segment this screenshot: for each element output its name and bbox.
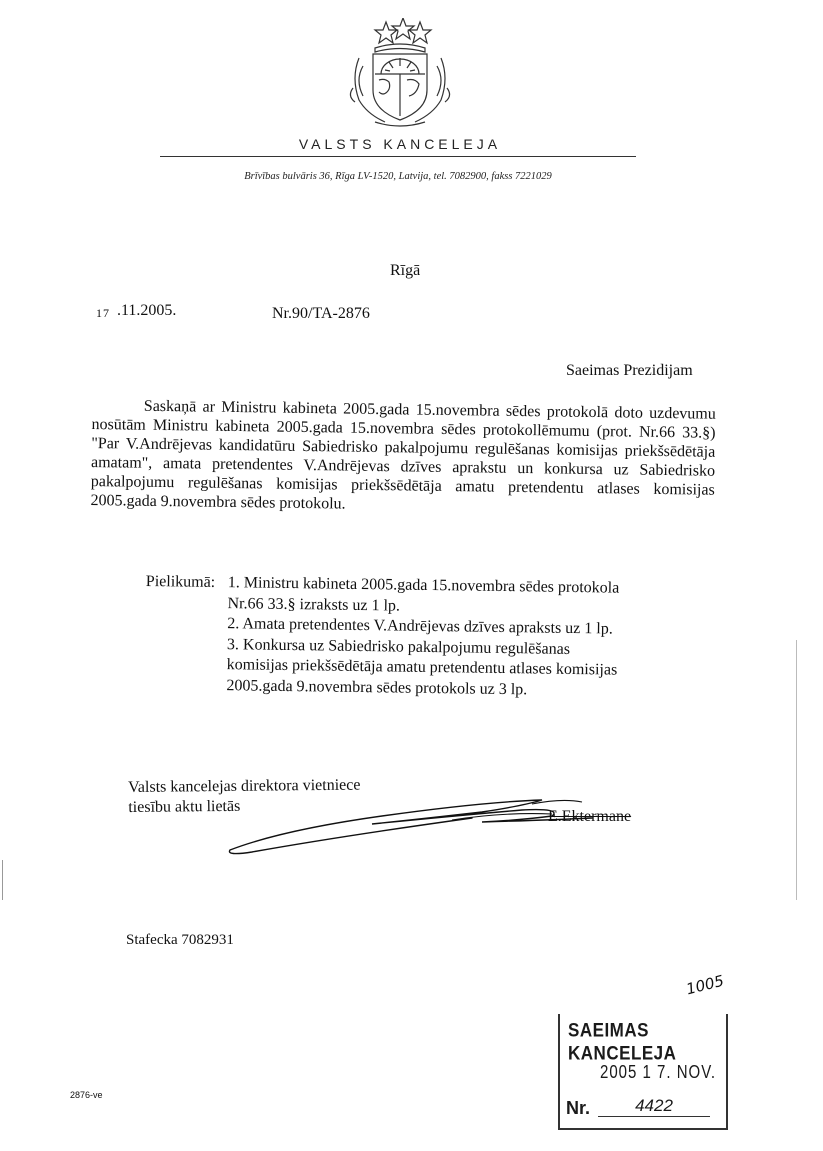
enclosure-line: 2005.gada 9.novembra sēdes protokols uz 3 lp. — [226, 676, 528, 698]
enclosures-list — [144, 572, 716, 703]
stamp-number-label: Nr. — [566, 1098, 591, 1118]
letter-date: .11.2005. — [117, 302, 177, 319]
letter-body: Saskaņā ar Ministru kabineta 2005.gada 15.novembra sēdes protokolā doto uzdevumu nosūtām Ministru kabineta 2005.gada 15.novembra sēdes protokollēmumu (prot. Nr.66 33.§) "Par V.Andrējevas kandidatūru Sabiedrisko pakalpojumu regulēšanas komisijas priekšsēdētāja amatam", amata pretendentes V.Andrējevas dzīves aprakstu un konkursa uz Sabiedrisko pakalpojumu regulēšanas komisijas priekšsēdētāja amatu pretendentu atlases komisijas 2005.gada 9.novembra sēdes protokolu. — [90, 397, 716, 513]
signer-title-line: Valsts kancelejas direktora vietniece — [128, 776, 361, 796]
letter-recipient: Saeimas Prezidijam — [566, 362, 693, 379]
signer-name: E.Ektermane — [548, 808, 632, 825]
signer-title-line: tiesību aktu lietās — [128, 797, 241, 816]
institution-address: Brīvības bulvāris 36, Rīga LV-1520, Latvija, tel. 7082900, fakss 7221029 — [244, 171, 552, 182]
registration-stamp — [558, 1014, 728, 1130]
letter-number: Nr.90/TA-2876 — [272, 305, 370, 322]
file-reference: 2876-ve — [70, 1090, 103, 1100]
stamp-number-value: 4422 — [598, 1096, 710, 1117]
coat-of-arms-icon — [345, 18, 455, 130]
header-rule — [160, 156, 636, 157]
stamp-date: 2005 1 7. NOV. — [600, 1062, 717, 1083]
scan-edge-line — [796, 640, 797, 900]
letter-place: Rīgā — [390, 262, 421, 279]
enclosure-line: Nr.66 33.§ izraksts uz 1 lp. — [227, 594, 401, 615]
stamp-note: 1005 — [684, 971, 726, 999]
institution-name: VALSTS KANCELEJA — [298, 136, 502, 152]
stamp-title: SAEIMAS KANCELEJA — [568, 1019, 677, 1064]
enclosure-line: komisijas priekšsēdētāja amatu pretendentu atlases komisijas — [226, 656, 618, 679]
letter-date-day: 17 — [96, 306, 110, 320]
enclosures-label: Pielikumā: — [145, 572, 216, 591]
enclosure-item: 3. Konkursa uz Sabiedrisko pakalpojumu regulēšanas — [226, 635, 571, 658]
contact-info: Stafecka 7082931 — [126, 932, 234, 948]
enclosure-item: 2. Amata pretendentes V.Andrējevas dzīves apraksts uz 1 lp. — [227, 615, 613, 638]
enclosure-line: 1. Ministru kabineta 2005.gada 15.novembra sēdes protokola — [227, 574, 620, 597]
scan-edge-line — [2, 860, 3, 900]
